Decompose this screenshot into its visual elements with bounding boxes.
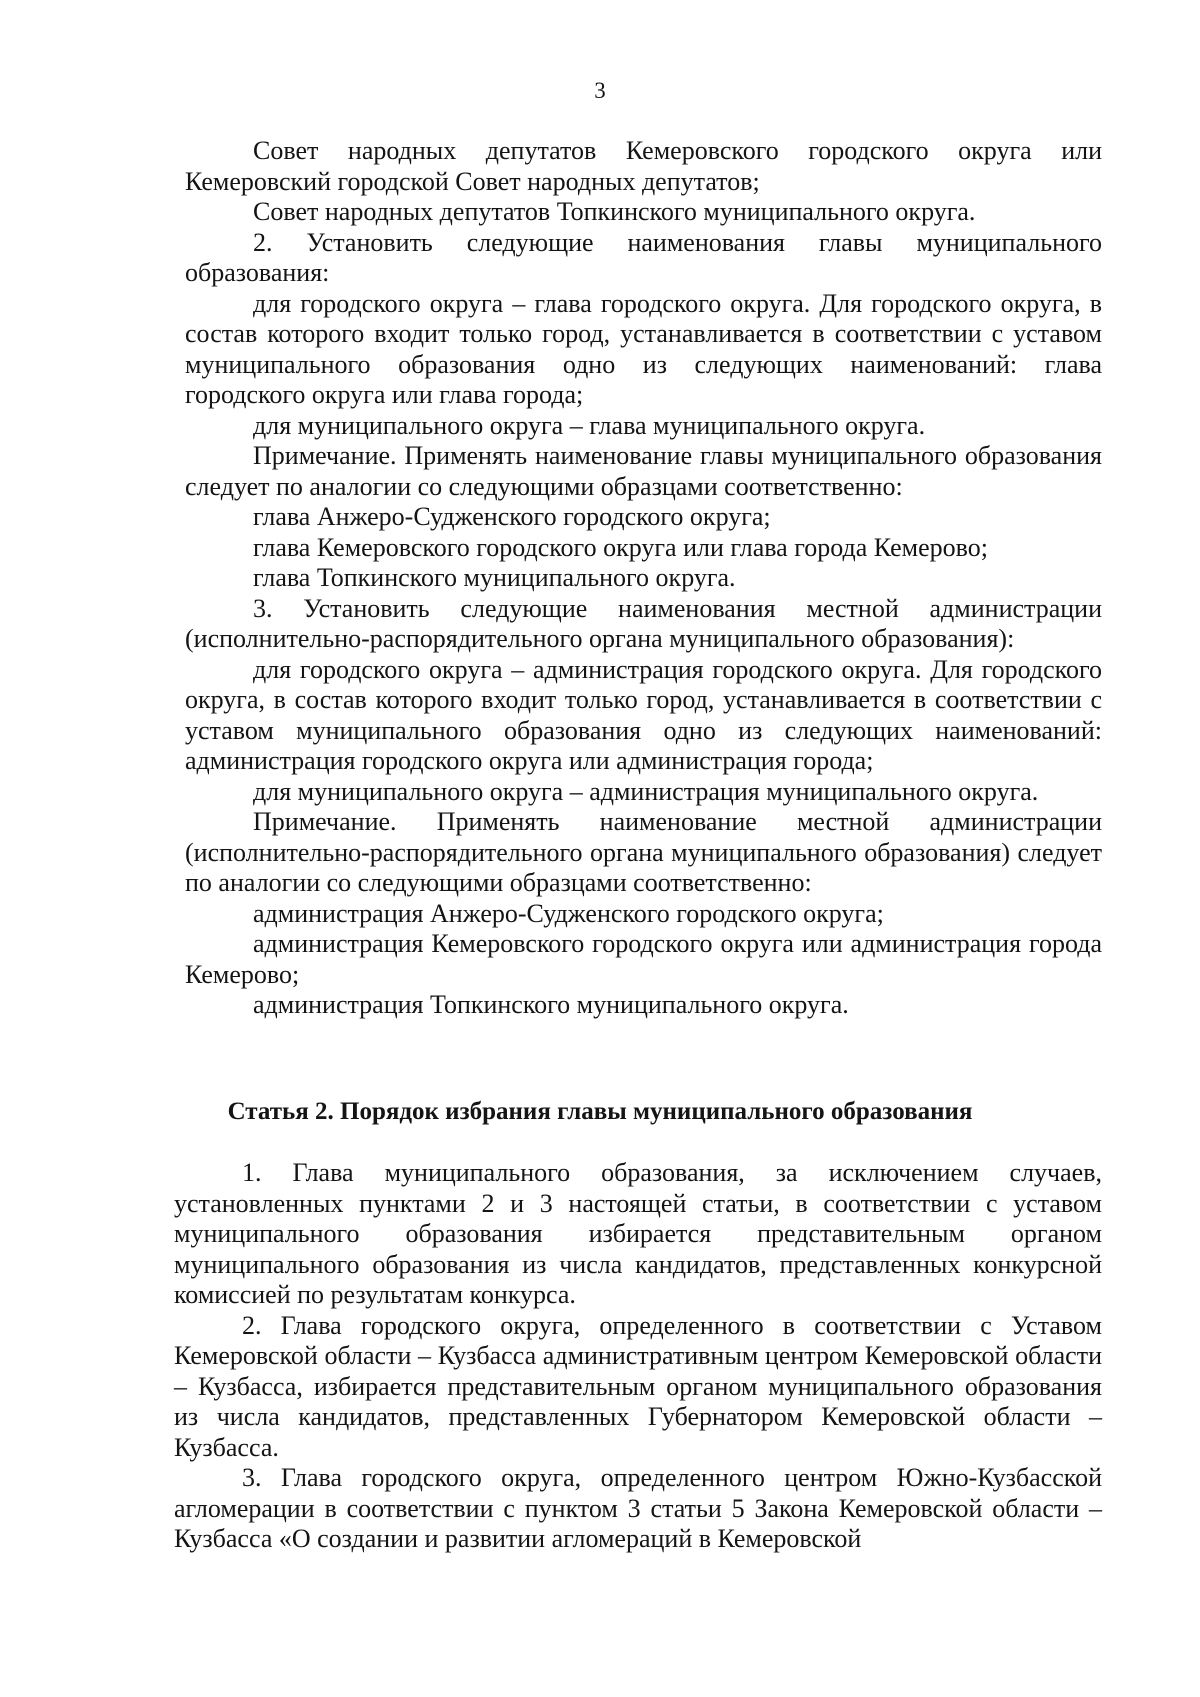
- paragraph: 3. Установить следующие наименования местной администрации (исполнительно-распорядительного органа муниципального образования):: [185, 593, 1102, 653]
- paragraph: для муниципального округа – глава муниципального округа.: [253, 410, 926, 440]
- article-heading: Статья 2. Порядок избрания главы муниципального образования: [227, 1098, 973, 1125]
- paragraph: Примечание. Применять наименование местной администрации (исполнительно-распорядительного органа муниципального образования) следует по аналогии со следующими образцами соответственно:: [185, 807, 1102, 897]
- paragraph: администрация Кемеровского городского округа или администрация города Кемерово;: [185, 929, 1102, 989]
- paragraph: для городского округа – администрация городского округа. Для городского округа, в состав которого входит только город, устанавливается в соответствии с уставом муниципального образования одно из следующих наименований: администрация городского округа или администрация города;: [185, 654, 1102, 775]
- paragraph: администрация Топкинского муниципального округа.: [253, 990, 849, 1019]
- paragraph: Примечание. Применять наименование главы муниципального образования следует по аналогии со следующими образцами соответственно:: [185, 441, 1102, 501]
- page-number: 3: [594, 78, 606, 103]
- paragraph: 1. Глава муниципального образования, за исключением случаев, установленных пунктами 2 и 3 настоящей статьи, в соответствии с уставом муниципального образования избирается представительным органом муниципального образования из числа кандидатов, представленных конкурсной комиссией по результатам конкурса.: [174, 1158, 1102, 1309]
- paragraph: 2. Установить следующие наименования главы муниципального образования:: [185, 227, 1102, 287]
- article-1-continuation: [185, 136, 1102, 1021]
- paragraph: глава Кемеровского городского округа или глава города Кемерово;: [253, 532, 988, 562]
- paragraph: для муниципального округа – администрация муниципального округа.: [253, 776, 1039, 806]
- paragraph: Совет народных депутатов Кемеровского городского округа или Кемеровский городской Совет народных депутатов;: [185, 136, 1102, 196]
- paragraph: глава Топкинского муниципального округа.: [253, 563, 736, 592]
- paragraph: Совет народных депутатов Топкинского муниципального округа.: [253, 197, 976, 226]
- article-2-body: [174, 1158, 1102, 1555]
- paragraph: 2. Глава городского округа, определенного в соответствии с Уставом Кемеровской области – Кузбасса административным центром Кемеровской области – Кузбасса, избирается представительным органом муниципального образования из числа кандидатов, представленных Губернатором Кемеровской области – Кузбасса.: [174, 1310, 1102, 1462]
- paragraph: 3. Глава городского округа, определенного центром Южно-Кузбасской агломерации в соответствии с пунктом 3 статьи 5 Закона Кемеровской области – Кузбасса «О создании и развитии агломераций в Кемеровской: [174, 1463, 1102, 1553]
- paragraph: для городского округа – глава городского округа. Для городского округа, в состав которого входит только город, устанавливается в соответствии с уставом муниципального образования одно из следующих наименований: глава городского округа или глава города;: [185, 288, 1102, 409]
- paragraph: администрация Анжеро-Судженского городского округа;: [253, 898, 884, 928]
- paragraph: глава Анжеро-Судженского городского округа;: [253, 502, 771, 531]
